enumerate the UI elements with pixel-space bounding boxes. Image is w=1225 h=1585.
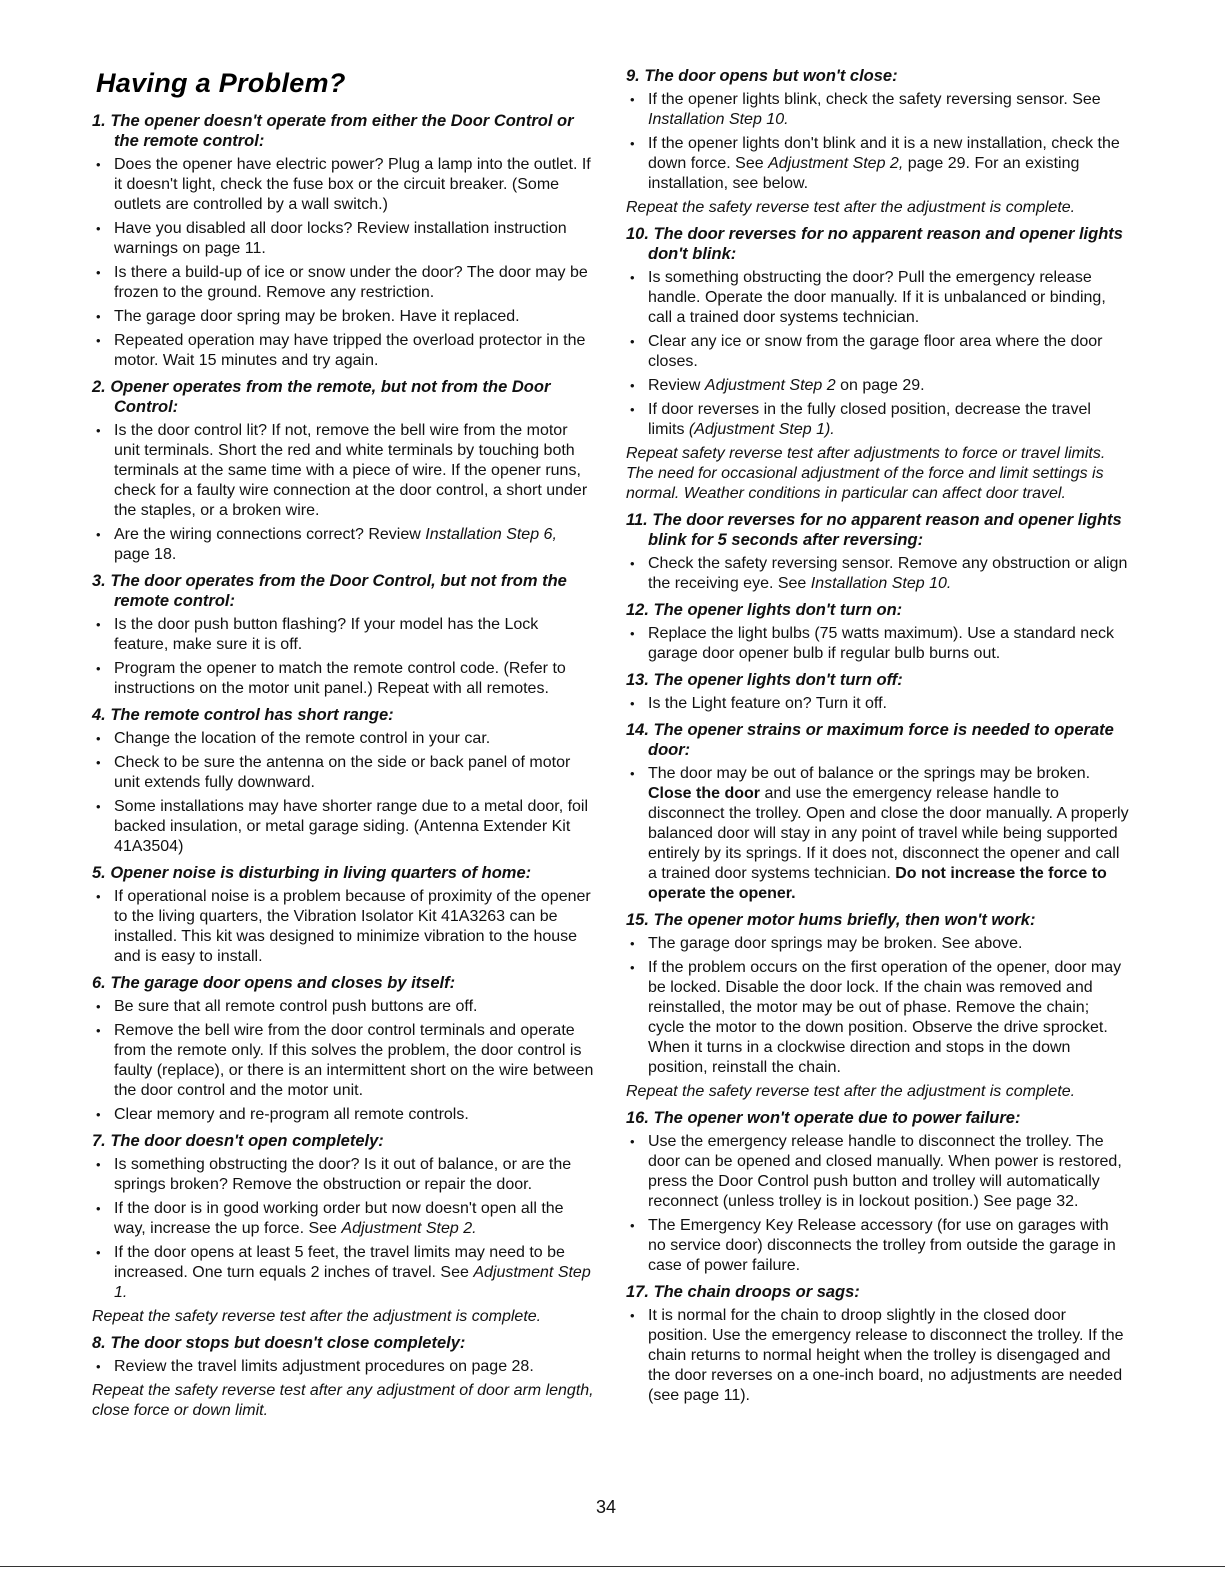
answer-text: Does the opener have electric power? Plug a lamp into the outlet. If it doesn't light, check the fuse box or the circuit breaker. (Some outlets are controlled by a wall switch.) [114, 156, 591, 213]
bullet-icon: • [630, 960, 635, 975]
answer-item [92, 1199, 594, 1239]
answer-item [626, 624, 1129, 664]
answer-text: The garage door springs may be broken. See above. [648, 935, 1023, 952]
answer-item [626, 332, 1129, 372]
bullet-icon: • [96, 617, 101, 632]
answer-item [92, 1155, 594, 1195]
answer-item [626, 1132, 1129, 1212]
bullet-icon: • [630, 92, 635, 107]
page-number: 34 [596, 1497, 617, 1517]
answer-text: It is normal for the chain to droop slightly in the closed door position. Use the emergency release to disconnect the trolley. If the chain returns to normal height when the trolley is disengaged and the door reverses on a one-inch board, no adjustments are needed (see page 11). [648, 1307, 1124, 1404]
faq-section [626, 600, 1129, 664]
answer-item [92, 525, 594, 565]
answer-text: Is something obstructing the door? Pull the emergency release handle. Operate the door manually. If it is unbalanced or binding, call a trained door systems technician. [648, 269, 1106, 326]
answer-list [626, 90, 1129, 194]
safety-note: Repeat the safety reverse test after the adjustment is complete. [626, 1083, 1076, 1100]
answer-item [626, 1216, 1129, 1276]
faq-section [626, 720, 1129, 904]
answer-text: Is the Light feature on? Turn it off. [648, 695, 887, 712]
bullet-icon: • [96, 661, 101, 676]
faq-question: 14. The opener strains or maximum force is needed to operate door: [626, 721, 1114, 759]
answer-list [626, 694, 1129, 714]
answer-list [626, 268, 1129, 440]
answer-item [92, 797, 594, 857]
faq-section [92, 1131, 594, 1327]
answer-item [92, 659, 594, 699]
answer-text: Review [648, 377, 705, 394]
faq-section [92, 571, 594, 699]
bullet-icon: • [630, 378, 635, 393]
faq-section [92, 111, 594, 371]
answer-item [92, 1105, 594, 1125]
answer-list [92, 887, 594, 967]
answer-text: Repeated operation may have tripped the overload protector in the motor. Wait 15 minutes and try again. [114, 332, 586, 369]
answer-text: Clear any ice or snow from the garage floor area where the door closes. [648, 333, 1103, 370]
answer-text: Check the safety reversing sensor. Remove any obstruction or align the receiving eye. See [648, 555, 1128, 592]
answer-text: page 18. [114, 546, 177, 563]
answer-text: The Emergency Key Release accessory (for use on garages with no service door) disconnects the trolley from outside the garage in case of power failure. [648, 1217, 1116, 1274]
answer-text: Remove the bell wire from the door control terminals and operate from the remote only. If this solves the problem, the door control is faulty (replace), or there is an intermittent short on the wire between the door control and the motor unit. [114, 1022, 594, 1099]
bullet-icon: • [96, 755, 101, 770]
faq-section [92, 377, 594, 565]
answer-list [92, 1357, 594, 1377]
answer-item [626, 376, 1129, 396]
answer-list [626, 624, 1129, 664]
faq-section [626, 66, 1129, 218]
answer-item [92, 331, 594, 371]
bullet-icon: • [96, 157, 101, 172]
bullet-icon: • [96, 999, 101, 1014]
answer-text: Clear memory and re-program all remote controls. [114, 1106, 469, 1123]
answer-text: Check to be sure the antenna on the side or back panel of motor unit extends fully downward. [114, 754, 571, 791]
bullet-icon: • [96, 1201, 101, 1216]
answer-item [92, 997, 594, 1017]
answer-text: Program the opener to match the remote control code. (Refer to instructions on the motor unit panel.) Repeat with all remotes. [114, 660, 566, 697]
answer-text: Replace the light bulbs (75 watts maximum). Use a standard neck garage door opener bulb if regular bulb burns out. [648, 625, 1114, 662]
answer-text: Is something obstructing the door? Is it out of balance, or are the springs broken? Remove the obstruction or repair the door. [114, 1156, 572, 1193]
bullet-icon: • [630, 626, 635, 641]
answer-item [626, 934, 1129, 954]
faq-question: 16. The opener won't operate due to power failure: [626, 1109, 1021, 1127]
bullet-icon: • [96, 1157, 101, 1172]
faq-section [92, 973, 594, 1125]
faq-section [626, 910, 1129, 1102]
faq-question: 17. The chain droops or sags: [626, 1283, 860, 1301]
bullet-icon: • [96, 1359, 101, 1374]
bullet-icon: • [630, 556, 635, 571]
answer-list [626, 1306, 1129, 1406]
answer-text: Installation Step 10. [810, 575, 952, 592]
faq-question: 6. The garage door opens and closes by itself: [92, 974, 456, 992]
answer-item [626, 134, 1129, 194]
safety-note: Repeat safety reverse test after adjustments to force or travel limits. The need for occasional adjustment of the force and limit settings is normal. Weather conditions in particular can affect door travel. [626, 445, 1106, 502]
bullet-icon: • [96, 1023, 101, 1038]
answer-item [92, 1357, 594, 1377]
answer-item [626, 268, 1129, 328]
faq-question: 8. The door stops but doesn't close completely: [92, 1334, 466, 1352]
answer-item [92, 219, 594, 259]
answer-text: Adjustment Step 1. [114, 1264, 591, 1301]
answer-item [92, 615, 594, 655]
answer-list [626, 1132, 1129, 1276]
answer-text: Some installations may have shorter range due to a metal door, foil backed insulation, or metal garage siding. (Antenna Extender Kit 41A3504) [114, 798, 589, 855]
answer-text: Are the wiring connections correct? Review [114, 526, 426, 543]
right-sections [626, 66, 1129, 1406]
bullet-icon: • [630, 136, 635, 151]
faq-question: 7. The door doesn't open completely: [92, 1132, 384, 1150]
faq-question: 11. The door reverses for no apparent reason and opener lights blink for 5 seconds after reversing: [626, 511, 1122, 549]
answer-item [92, 887, 594, 967]
bullet-icon: • [96, 799, 101, 814]
answer-text: Is there a build-up of ice or snow under the door? The door may be frozen to the ground. Remove any restriction. [114, 264, 588, 301]
bullet-icon: • [630, 936, 635, 951]
faq-section [92, 1333, 594, 1421]
faq-section [626, 670, 1129, 714]
answer-text: Have you disabled all door locks? Review installation instruction warnings on page 11. [114, 220, 567, 257]
faq-question: 13. The opener lights don't turn off: [626, 671, 903, 689]
left-column [92, 60, 594, 1427]
answer-text: Close the door [648, 785, 761, 802]
answer-text: page 29. For an existing installation, see below. [648, 155, 1080, 192]
faq-section [92, 863, 594, 967]
bullet-icon: • [96, 309, 101, 324]
answer-text: Be sure that all remote control push buttons are off. [114, 998, 478, 1015]
bullet-icon: • [96, 1107, 101, 1122]
answer-text: Review the travel limits adjustment procedures on page 28. [114, 1358, 534, 1375]
answer-text: (Adjustment Step 1). [688, 421, 835, 438]
bullet-icon: • [96, 731, 101, 746]
answer-item [626, 694, 1129, 714]
bullet-icon: • [96, 889, 101, 904]
right-column [626, 66, 1129, 1412]
bullet-icon: • [630, 696, 635, 711]
answer-text: The garage door spring may be broken. Have it replaced. [114, 308, 520, 325]
page-title: Having a Problem? [96, 68, 346, 98]
answer-list [626, 764, 1129, 904]
left-sections [92, 111, 594, 1421]
answer-item [92, 1021, 594, 1101]
answer-text: If door reverses in the fully closed position, decrease the travel limits [648, 401, 1091, 438]
answer-text: Adjustment Step 2 [704, 377, 836, 394]
answer-text: If the problem occurs on the first operation of the opener, door may be locked. Disable the door lock. If the chain was removed and reinstalled, the motor may be out of phase. Remove the chain; cycle the motor to the down position. Observe the drive sprocket. When it turns in a clockwise direction and stops in the down position, reinstall the chain. [648, 959, 1122, 1076]
faq-question: 12. The opener lights don't turn on: [626, 601, 903, 619]
answer-list [92, 1155, 594, 1303]
answer-text: Is the door control lit? If not, remove the bell wire from the motor unit terminals. Short the red and white terminals by touching both terminals at the same time with a piece of wire. If the opener runs, check for a faulty wire connection at the door control, a short under the staples, or a broken wire. [114, 422, 588, 519]
answer-item [626, 400, 1129, 440]
faq-question: 4. The remote control has short range: [92, 706, 394, 724]
bullet-icon: • [96, 1245, 101, 1260]
faq-question: 2. Opener operates from the remote, but not from the Door Control: [92, 378, 551, 416]
answer-text: Adjustment Step 2. [341, 1220, 477, 1237]
answer-item [92, 1243, 594, 1303]
bullet-icon: • [96, 221, 101, 236]
faq-question: 9. The door opens but won't close: [626, 67, 898, 85]
bullet-icon: • [630, 1308, 635, 1323]
answer-list [92, 997, 594, 1125]
safety-note: Repeat the safety reverse test after any adjustment of door arm length, close force or down limit. [92, 1382, 594, 1419]
answer-item [92, 729, 594, 749]
answer-text: Installation Step 6, [425, 526, 557, 543]
safety-note: Repeat the safety reverse test after the adjustment is complete. [92, 1308, 542, 1325]
answer-item [92, 263, 594, 303]
answer-item [626, 1306, 1129, 1406]
answer-list [92, 421, 594, 565]
bullet-icon: • [96, 527, 101, 542]
faq-question: 1. The opener doesn't operate from either the Door Control or the remote control: [92, 112, 574, 150]
answer-text: If the opener lights blink, check the safety reversing sensor. See [648, 91, 1101, 108]
answer-text: If the opener lights don't blink and it is a new installation, check the down force. See [648, 135, 1120, 172]
faq-section [626, 510, 1129, 594]
answer-text: Use the emergency release handle to disconnect the trolley. The door can be opened and closed manually. When power is restored, press the Door Control push button and trolley will automatically reconnect (unless trolley is in lockout position.) See page 32. [648, 1133, 1122, 1210]
answer-text: Do not increase the force to operate the opener. [648, 865, 1107, 902]
bullet-icon: • [630, 1218, 635, 1233]
answer-text: Change the location of the remote control in your car. [114, 730, 491, 747]
answer-text: The door may be out of balance or the springs may be broken. [648, 765, 1091, 782]
answer-text: If operational noise is a problem because of proximity of the opener to the living quarters, the Vibration Isolator Kit 41A3263 can be installed. This kit was designed to minimize vibration to the house and is easy to install. [114, 888, 591, 965]
answer-text: and use the emergency release handle to disconnect the trolley. Open and close the door manually. A properly balanced door will stay in any point of travel while being supported entirely by its springs. If it does not, disconnect the opener and call a trained door systems technician. [648, 785, 1129, 882]
answer-item [626, 90, 1129, 130]
answer-list [92, 155, 594, 371]
answer-text: Is the door push button flashing? If your model has the Lock feature, make sure it is off. [114, 616, 539, 653]
faq-question: 15. The opener motor hums briefly, then won't work: [626, 911, 1036, 929]
faq-question: 10. The door reverses for no apparent reason and opener lights don't blink: [626, 225, 1123, 263]
bullet-icon: • [96, 265, 101, 280]
bullet-icon: • [630, 402, 635, 417]
answer-item [626, 958, 1129, 1078]
faq-section [626, 1282, 1129, 1406]
answer-item [626, 554, 1129, 594]
bullet-icon: • [630, 1134, 635, 1149]
faq-question: 3. The door operates from the Door Control, but not from the remote control: [92, 572, 567, 610]
faq-section [92, 705, 594, 857]
safety-note: Repeat the safety reverse test after the adjustment is complete. [626, 199, 1076, 216]
answer-list [626, 554, 1129, 594]
bottom-rule [0, 1566, 1225, 1567]
faq-section [626, 224, 1129, 504]
answer-text: If the door is in good working order but now doesn't open all the way, increase the up force. See [114, 1200, 564, 1237]
answer-item [92, 753, 594, 793]
answer-item [92, 307, 594, 327]
faq-section [626, 1108, 1129, 1276]
bullet-icon: • [96, 333, 101, 348]
faq-question: 5. Opener noise is disturbing in living quarters of home: [92, 864, 532, 882]
answer-list [92, 615, 594, 699]
answer-text: If the door opens at least 5 feet, the travel limits may need to be increased. One turn equals 2 inches of travel. See [114, 1244, 565, 1281]
answer-item [92, 421, 594, 521]
answer-item [626, 764, 1129, 904]
answer-text: on page 29. [835, 377, 925, 394]
bullet-icon: • [630, 334, 635, 349]
answer-list [626, 934, 1129, 1078]
bullet-icon: • [630, 270, 635, 285]
answer-list [92, 729, 594, 857]
answer-text: Adjustment Step 2, [768, 155, 904, 172]
bullet-icon: • [96, 423, 101, 438]
answer-text: Installation Step 10. [648, 111, 789, 128]
answer-item [92, 155, 594, 215]
bullet-icon: • [630, 766, 635, 781]
